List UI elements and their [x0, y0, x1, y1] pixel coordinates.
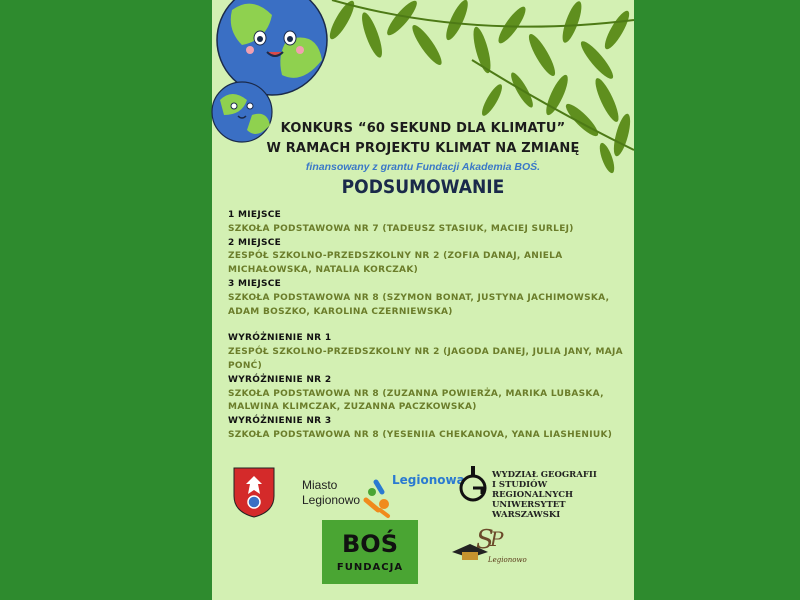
fundacja-bos-logo — [322, 520, 418, 584]
result-place: 1 MIEJSCE — [228, 210, 282, 220]
distinction-school: SZKOŁA PODSTAWOWA NR 8 (YESENIIA CHEKANOVA, YANA LIASHENIUK) — [228, 429, 613, 440]
legionowo-brand-logo — [362, 470, 465, 518]
wydzial-geografii-logo — [458, 464, 628, 520]
wydzial-line-2: I STUDIÓW REGIONALNYCH — [492, 480, 574, 500]
miasto-line-2: Legionowo — [302, 493, 361, 507]
distinction-place: WYRÓŻNIENIE NR 3 — [228, 416, 332, 427]
miasto-text — [302, 478, 360, 508]
result-school: SZKOŁA PODSTAWOWA NR 8 (SZYMON BONAT, JUSTYNA JACHIMOWSKA, ADAM BOSZKO, KAROLINA CZERNIEWSKA) — [228, 292, 610, 317]
result-place: 2 MIEJSCE — [228, 237, 282, 248]
title-line-1: KONKURS “60 SEKUND DLA KLIMATU” — [280, 121, 566, 136]
subtitle: finansowany z grantu Fundacji Akademia BOŚ. — [305, 161, 541, 173]
distinction-place: WYRÓŻNIENIE NR 2 — [228, 374, 332, 385]
summary-heading: PODSUMOWANIE — [341, 176, 505, 198]
spacer — [228, 319, 623, 332]
result-school: ZESPÓŁ SZKOLNO-PRZEDSZKOLNY NR 2 (ZOFIA DANAJ, ANIELA MICHAŁOWSKA, NATALIA KORCZAK) — [228, 251, 563, 276]
wydzial-line-1: WYDZIAŁ GEOGRAFII — [492, 470, 597, 480]
distinction-school: SZKOŁA PODSTAWOWA NR 8 (ZUZANNA POWIERŻA, MARIKA LUBASKA, MALWINA KLIMCZAK, ZUZANNA PACZKOWSKA) — [228, 388, 604, 413]
svg-text:P: P — [490, 527, 504, 551]
result-place: 3 MIEJSCE — [228, 278, 282, 289]
poster — [212, 0, 634, 600]
result-school: SZKOŁA PODSTAWOWA NR 7 (TADEUSZ STASIUK, MACIEJ SURLEJ) — [228, 223, 574, 234]
results-list — [228, 209, 623, 443]
wydzial-line-3: UNIWERSYTET WARSZAWSKI — [492, 500, 566, 520]
title-line-2: W RAMACH PROJEKTU KLIMAT NA ZMIANĘ — [266, 141, 580, 156]
sp-wordmark: Legionowo — [488, 556, 527, 564]
svg-text:S: S — [476, 525, 494, 555]
legionowo-wordmark: Legionowa — [392, 473, 465, 487]
distinction-place: WYRÓŻNIENIE NR 1 — [228, 333, 332, 344]
wydzial-text — [492, 470, 628, 520]
distinction-school: ZESPÓŁ SZKOLNO-PRZEDSZKOLNY NR 2 (JAGODA DANEJ, JULIA JANY, MAJA PONĆ) — [228, 347, 623, 371]
coat-of-arms-icon — [232, 466, 276, 518]
bos-name: BOŚ — [342, 530, 398, 558]
miasto-legionowo-logo — [232, 466, 361, 520]
sp-legionowo-logo — [448, 522, 538, 572]
university-emblem-icon — [458, 464, 488, 508]
miasto-line-1: Miasto — [302, 478, 338, 492]
bos-sub: FUNDACJA — [336, 562, 404, 573]
